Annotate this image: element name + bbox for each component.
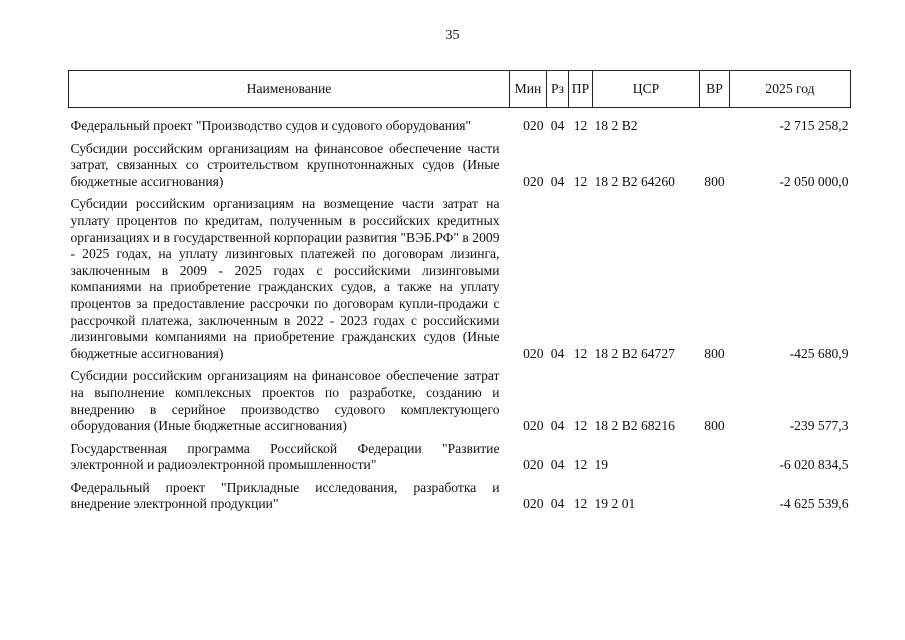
row-vr bbox=[700, 477, 730, 516]
row-min: 020 bbox=[523, 118, 544, 133]
row-pr: 12 bbox=[573, 457, 588, 473]
row-name: Государственная программа Российской Федерации "Развитие электронной и радиоэлектронной промышленности" bbox=[70, 440, 500, 473]
row-csr: 18 2 В2 bbox=[594, 118, 638, 133]
header-rz: Рз bbox=[547, 71, 569, 108]
row-pr: 12 bbox=[573, 345, 588, 361]
table-header bbox=[69, 71, 851, 108]
row-min: 020 bbox=[523, 418, 544, 434]
row-csr: 19 bbox=[594, 457, 609, 473]
row-name: Федеральный проект "Прикладные исследования, разработка и внедрение электронной продукции" bbox=[70, 479, 500, 512]
header-vr: ВР bbox=[700, 71, 730, 108]
header-csr: ЦСР bbox=[593, 71, 700, 108]
budget-table bbox=[68, 70, 851, 516]
row-pr: 12 bbox=[573, 496, 588, 512]
row-sum: -2 050 000,0 bbox=[779, 173, 849, 189]
table-row bbox=[69, 138, 851, 194]
row-csr: 18 2 В2 64260 bbox=[594, 173, 675, 189]
row-vr: 800 bbox=[704, 418, 725, 434]
row-csr: 19 2 01 bbox=[594, 496, 636, 512]
row-pr: 12 bbox=[573, 173, 588, 189]
row-pr: 12 bbox=[573, 118, 588, 133]
table-row bbox=[69, 438, 851, 477]
table-row bbox=[69, 108, 851, 138]
header-min: Мин bbox=[510, 71, 547, 108]
header-name: Наименование bbox=[69, 71, 510, 108]
row-sum: -4 625 539,6 bbox=[779, 496, 849, 512]
row-vr: 800 bbox=[704, 173, 725, 189]
table-row bbox=[69, 365, 851, 437]
row-min: 020 bbox=[523, 457, 544, 473]
row-min: 020 bbox=[523, 345, 544, 361]
row-rz: 04 bbox=[550, 118, 565, 133]
row-csr: 18 2 В2 64727 bbox=[594, 345, 675, 361]
row-min: 020 bbox=[523, 496, 544, 512]
row-vr: 800 bbox=[704, 345, 725, 361]
header-pr: ПР bbox=[569, 71, 593, 108]
row-sum: -6 020 834,5 bbox=[779, 457, 849, 473]
row-sum: -2 715 258,2 bbox=[779, 118, 849, 133]
row-csr: 18 2 В2 68216 bbox=[594, 418, 675, 434]
row-vr bbox=[700, 438, 730, 477]
row-name: Федеральный проект "Производство судов и судового оборудования" bbox=[70, 118, 472, 133]
row-name: Субсидии российским организациям на финансовое обеспечение части затрат, связанных со строительством крупнотоннажных судов (Иные бюджетные ассигнования) bbox=[70, 140, 500, 189]
row-pr: 12 bbox=[573, 418, 588, 434]
row-rz: 04 bbox=[550, 496, 565, 512]
row-sum: -239 577,3 bbox=[789, 418, 849, 434]
row-min: 020 bbox=[523, 173, 544, 189]
header-sum: 2025 год bbox=[730, 71, 851, 108]
row-sum: -425 680,9 bbox=[789, 345, 849, 361]
row-name: Субсидии российским организациям на возмещение части затрат на уплату процентов по кредитам, полученным в российских кредитных организациях и в государственной корпорации развития "ВЭБ.РФ" в 2009 - 2025 годах, на уплату лизинговых платежей по договорам лизинга, заключенным в 2009 - 2025 годах с российскими лизинговыми компаниями на приобретение гражданских судов, а также на уплату процентов за предоставление рассрочки по договорам купли-продажи с рассрочкой платежа, заключенным в 2022 - 2023 годах с российскими лизинговыми компаниями на приобретение гражданских судов (Иные бюджетные ассигнования) bbox=[70, 196, 500, 361]
row-rz: 04 bbox=[550, 173, 565, 189]
page-number: 35 bbox=[445, 28, 460, 43]
row-vr bbox=[700, 108, 730, 138]
row-rz: 04 bbox=[550, 345, 565, 361]
row-rz: 04 bbox=[550, 418, 565, 434]
table-row bbox=[69, 477, 851, 516]
row-name: Субсидии российским организациям на финансовое обеспечение затрат на выполнение комплексных проектов по разработке, созданию и внедрению в серийное производство судового комплектующего оборудования (Иные бюджетные ассигнования) bbox=[70, 368, 500, 434]
row-rz: 04 bbox=[550, 457, 565, 473]
table-row bbox=[69, 193, 851, 365]
